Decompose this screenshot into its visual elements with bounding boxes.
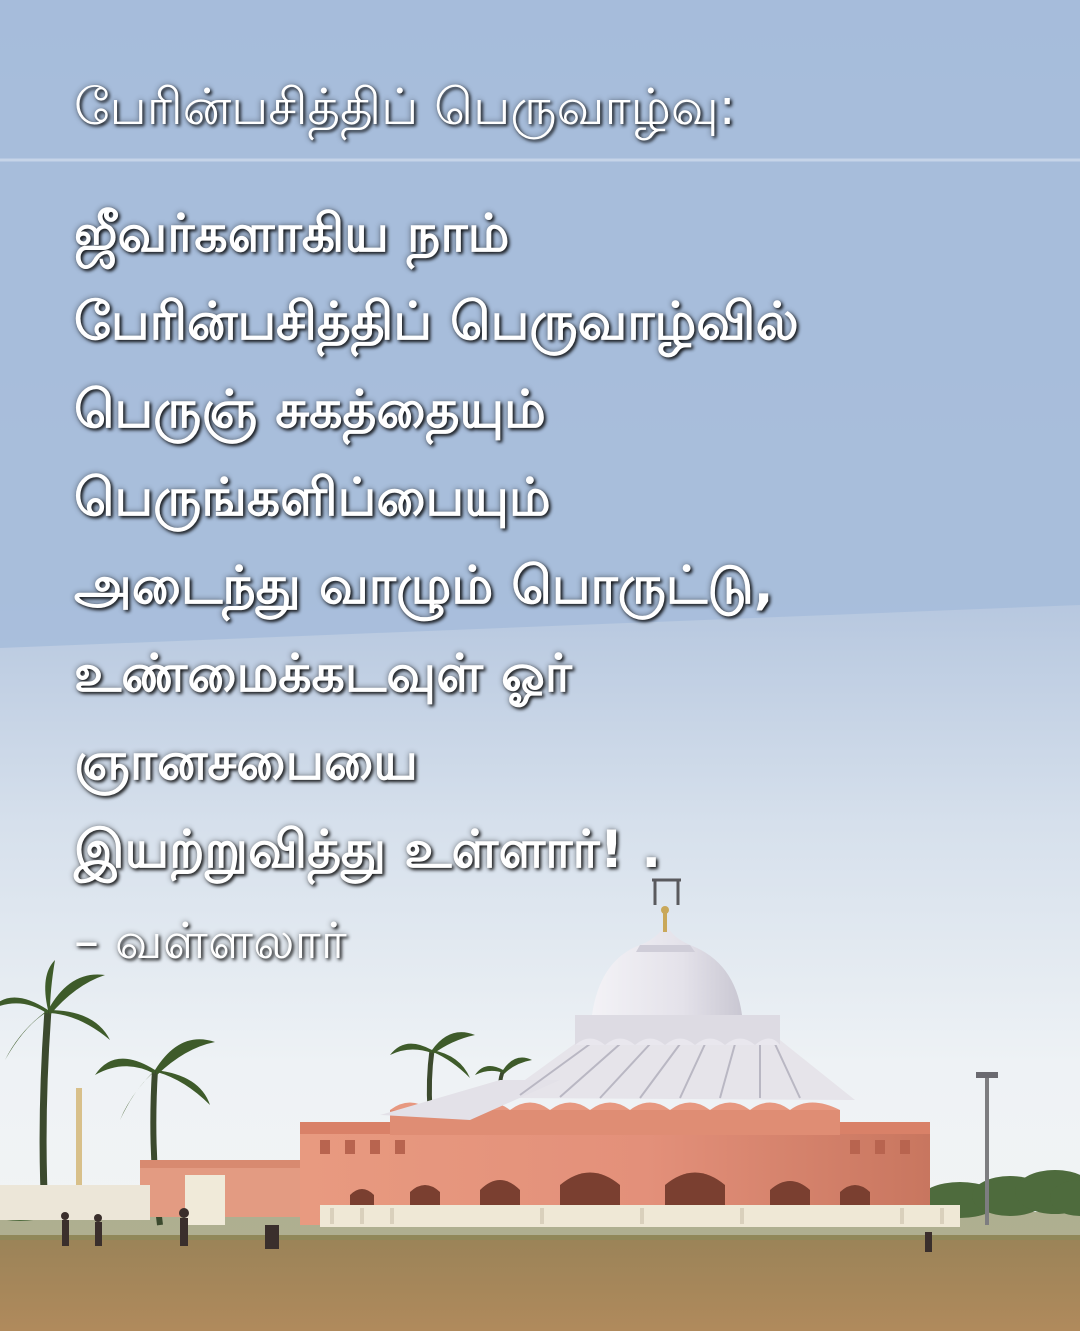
heading-title: பேரின்பசித்திப் பெருவாழ்வு: — [74, 78, 736, 136]
light-pole — [985, 1075, 989, 1225]
quote-text — [74, 190, 799, 894]
quote-line: அடைந்து வாழும் பொருட்டு, — [74, 556, 774, 616]
quote-line: ஜீவர்களாகிய நாம் — [74, 204, 510, 264]
quote-attribution: – வள்ளலார் — [74, 912, 347, 970]
quote-line: பெருஞ் சுகத்தையும் — [74, 380, 546, 440]
quote-line: இயற்றுவித்து உள்ளார்! . — [74, 820, 662, 880]
quote-line: ஞானசபையை — [74, 732, 418, 792]
quote-line: பேரின்பசித்திப் பெருவாழ்வில் — [74, 292, 799, 352]
ground — [0, 1235, 1080, 1331]
quote-line: பெருங்களிப்பையும் — [74, 468, 551, 528]
quote-line: உண்மைக்கடவுள் ஓர் — [74, 644, 572, 704]
